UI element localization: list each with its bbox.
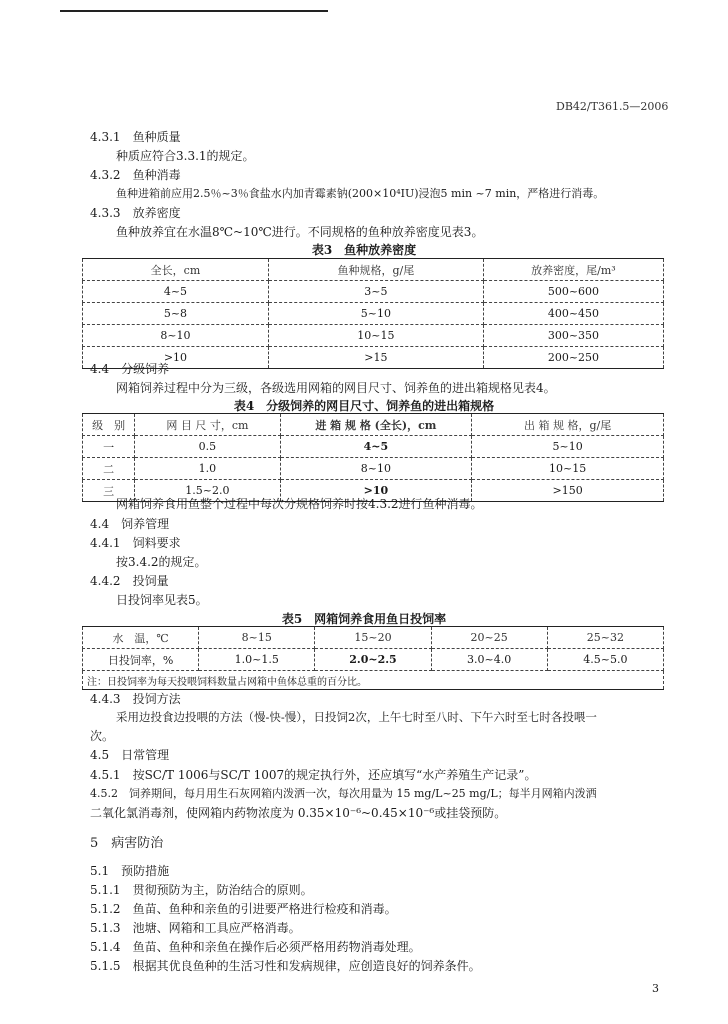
- section-text: 鱼苗、鱼种和亲鱼的引进要严格进行检疫和消毒。: [132, 902, 397, 916]
- section-title: 投饲方法: [132, 692, 181, 706]
- section-4-4-1-heading: [90, 534, 181, 551]
- section-title: 日常管理: [121, 748, 170, 762]
- section-4-3-3-heading: [90, 204, 181, 221]
- section-4-5-2-line1: [90, 785, 597, 801]
- table-row: [83, 303, 664, 325]
- table-cell: 5~10: [268, 303, 483, 325]
- section-title: 鱼种消毒: [132, 168, 181, 182]
- table-header-cell: 15~20: [315, 627, 431, 649]
- table-header-cell: 进 箱 规 格 (全长)，cm: [280, 414, 472, 436]
- table-cell: 4~5: [83, 281, 269, 303]
- table-cell: 5~8: [83, 303, 269, 325]
- table-header-cell: 出 箱 规 格，g/尾: [472, 414, 664, 436]
- section-5-1-4: [90, 938, 421, 955]
- section-number: 4.5: [90, 748, 110, 762]
- table-cell: 8~10: [280, 458, 472, 480]
- table-header-cell: 20~25: [431, 627, 547, 649]
- table-cell: 4~5: [280, 436, 472, 458]
- section-title: 放养密度: [132, 206, 181, 220]
- section-text: 鱼苗、鱼种和亲鱼在操作后必须严格用药物消毒处理。: [132, 940, 421, 954]
- section-title: 鱼种质量: [132, 130, 181, 144]
- table-cell: 200~250: [483, 347, 663, 369]
- section-number: 5: [90, 836, 99, 851]
- section-title: 投饲量: [132, 574, 169, 588]
- section-number: 4.4.2: [90, 574, 121, 588]
- table-header-cell: 水 温，℃: [83, 627, 199, 649]
- table-cell: >10: [83, 347, 269, 369]
- table-cell: 5~10: [472, 436, 664, 458]
- section-4-5-2-line2: 二氧化氯消毒剂，使网箱内药物浓度为 0.35×10⁻⁶~0.45×10⁻⁶或挂袋预防。: [90, 806, 507, 820]
- table-cell: >15: [268, 347, 483, 369]
- standard-number: DB42/T361.5—2006: [556, 100, 669, 113]
- section-number: 5.1.5: [90, 959, 121, 973]
- section-title: 饲养管理: [121, 517, 170, 531]
- section-4-3-2-heading: [90, 166, 181, 183]
- section-5-1-1: [90, 881, 313, 898]
- section-number: 4.4.3: [90, 692, 121, 706]
- table-cell: >150: [472, 480, 664, 502]
- table-header-cell: 25~32: [547, 627, 663, 649]
- table-header-cell: 全长，cm: [83, 259, 269, 281]
- section-number: 4.4: [90, 517, 110, 531]
- table-header-cell: 8~15: [199, 627, 315, 649]
- section-text: 按SC/T 1006与SC/T 1007的规定执行外，还应填写“水产养殖生产记录”。: [132, 768, 537, 782]
- section-4-3-3-text: 鱼种放养宜在水温8℃~10℃进行。不同规格的鱼种放养密度见表3。: [116, 225, 484, 239]
- section-4-4-3-heading: [90, 690, 181, 707]
- section-4-5-1: [90, 766, 536, 783]
- section-number: 5.1.3: [90, 921, 121, 935]
- section-4-4-2-heading: [90, 572, 169, 589]
- table-row: [83, 458, 664, 480]
- table-cell: 1.5~2.0: [135, 480, 280, 502]
- section-4-4-text: 网箱饲养过程中分为三级，各级选用网箱的网目尺寸、饲养鱼的进出箱规格见表4。: [116, 381, 556, 395]
- table-cell: 2.0~2.5: [315, 649, 431, 671]
- section-text: 根据其优良鱼种的生活习性和发病规律，应创造良好的饲养条件。: [132, 959, 481, 973]
- table-row: [83, 649, 664, 671]
- table-row: [83, 347, 664, 369]
- table-cell: >10: [280, 480, 472, 502]
- table-header-cell: 网 目 尺 寸，cm: [135, 414, 280, 436]
- table-cell: 日投饲率，%: [83, 649, 199, 671]
- table-cell: 300~350: [483, 325, 663, 347]
- section-number: 4.5.1: [90, 768, 121, 782]
- section-4-3-1-heading: [90, 128, 181, 145]
- section-text: 饲养期间，每月用生石灰网箱内泼洒一次，每次用量为 15 mg/L~25 mg/L；每半月网箱内泼洒: [129, 787, 597, 800]
- table-row: [83, 436, 664, 458]
- chapter-5-heading: [90, 832, 163, 851]
- section-5-1-5: [90, 957, 481, 974]
- section-number: 4.4: [90, 362, 110, 376]
- section-4-3-1-text: 种质应符合3.3.1的规定。: [116, 149, 255, 163]
- table-5-caption: 表5 网箱饲养食用鱼日投饲率: [281, 612, 447, 626]
- section-title: 病害防治: [111, 836, 164, 851]
- table-5: [82, 626, 664, 690]
- section-5-1-3: [90, 919, 301, 936]
- table-row: [83, 281, 664, 303]
- table-cell: 500~600: [483, 281, 663, 303]
- table-cell: 400~450: [483, 303, 663, 325]
- table-cell: 一: [83, 436, 135, 458]
- section-4-4-3-text-line1: 采用边投食边投喂的方法（慢-快-慢），日投饲2次，上午七时至八时、下午六时至七时各投喂一: [116, 710, 597, 724]
- table-3: [82, 258, 664, 369]
- section-number: 5.1: [90, 864, 110, 878]
- table-cell: 10~15: [472, 458, 664, 480]
- table-cell: 4.5~5.0: [547, 649, 663, 671]
- section-4-4-feeding-heading: [90, 515, 169, 532]
- section-number: 4.3.3: [90, 206, 121, 220]
- table-cell: 8~10: [83, 325, 269, 347]
- table-header-cell: 放养密度，尾/m³: [483, 259, 663, 281]
- table-cell: 1.0~1.5: [199, 649, 315, 671]
- section-number: 5.1.4: [90, 940, 121, 954]
- section-4-4-3-text-line2: 次。: [90, 729, 115, 743]
- table-4-caption: 表4 分级饲养的网目尺寸、饲养鱼的进出箱规格: [233, 399, 495, 413]
- section-5-1-heading: [90, 862, 169, 879]
- section-4-4-2-text: 日投饲率见表5。: [116, 593, 208, 607]
- section-number: 5.1.1: [90, 883, 121, 897]
- section-title: 预防措施: [121, 864, 170, 878]
- table-cell: 10~15: [268, 325, 483, 347]
- table-cell: 3.0~4.0: [431, 649, 547, 671]
- section-5-1-2: [90, 900, 397, 917]
- section-4-3-2-text: 鱼种进箱前应用2.5％~3％食盐水内加青霉素钠(200×10⁴IU)浸泡5 min ~7 min，严格进行消毒。: [116, 187, 605, 200]
- section-4-4-1-text: 按3.4.2的规定。: [116, 555, 207, 569]
- table-3-caption: 表3 鱼种放养密度: [311, 243, 417, 257]
- table-cell: 三: [83, 480, 135, 502]
- section-number: 5.1.2: [90, 902, 121, 916]
- table-cell: 0.5: [135, 436, 280, 458]
- section-text: 池塘、网箱和工具应严格消毒。: [132, 921, 301, 935]
- section-number: 4.3.2: [90, 168, 121, 182]
- table-cell: 二: [83, 458, 135, 480]
- section-title: 分级饲养: [121, 362, 170, 376]
- table-5-note: 注：日投饲率为每天投喂饲料数量占网箱中鱼体总重的百分比。: [83, 671, 664, 690]
- section-4-5-heading: [90, 746, 169, 763]
- table-4: [82, 413, 664, 502]
- table-cell: 3~5: [268, 281, 483, 303]
- section-text: 贯彻预防为主，防治结合的原则。: [132, 883, 313, 897]
- section-4-4-heading: [90, 360, 169, 377]
- table-4-note: 网箱饲养食用鱼整个过程中每次分规格饲养时按4.3.2进行鱼种消毒。: [116, 497, 483, 511]
- header-rule: [60, 10, 328, 12]
- page-number: 3: [652, 982, 659, 995]
- section-number: 4.3.1: [90, 130, 121, 144]
- section-number: 4.5.2: [90, 787, 118, 800]
- section-number: 4.4.1: [90, 536, 121, 550]
- table-cell: 1.0: [135, 458, 280, 480]
- table-header-cell: 鱼种规格，g/尾: [268, 259, 483, 281]
- section-title: 饲料要求: [132, 536, 181, 550]
- table-row: [83, 325, 664, 347]
- table-header-cell: 级 别: [83, 414, 135, 436]
